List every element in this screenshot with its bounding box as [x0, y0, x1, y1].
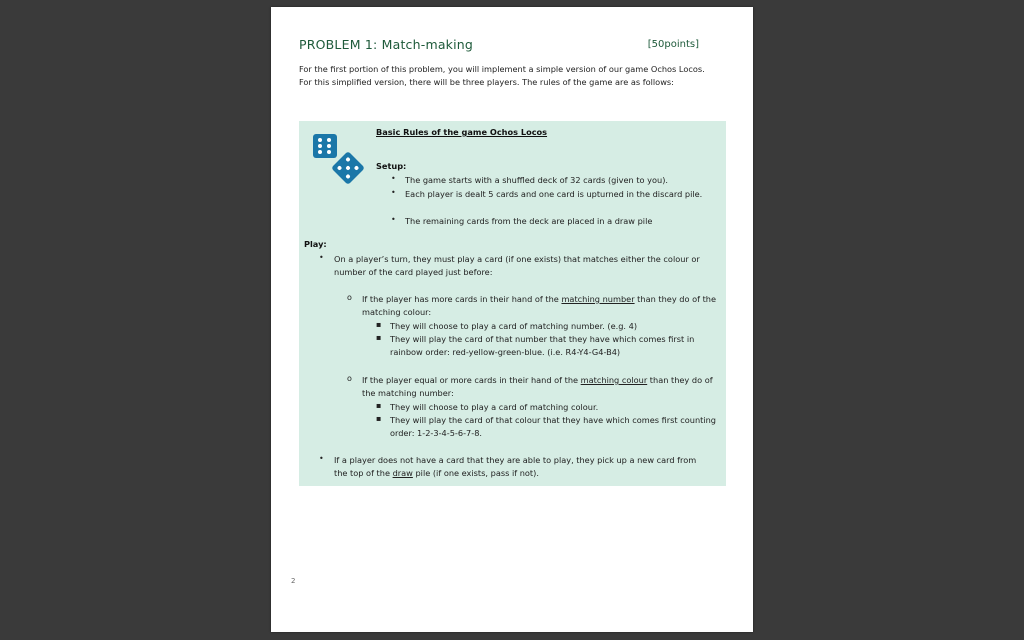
bullet-icon: •	[319, 253, 324, 262]
play-label: Play:	[304, 239, 327, 249]
rules-box	[299, 121, 726, 486]
matching-colour-link: matching colour	[580, 375, 648, 385]
play-item: On a player’s turn, they must play a card (if one exists) that matches either the colour or number of the card played just before:	[334, 254, 700, 278]
draw-link: draw	[392, 468, 413, 479]
play-item2-pre: If a player does not have a card that they are able to play, they pick up a new card from the top of the	[334, 455, 697, 479]
square-bullet-icon: ▪	[376, 401, 382, 410]
setup-label: Setup:	[376, 161, 407, 171]
play-subitem	[362, 293, 717, 320]
sub1-post: than they do of the matching colour:	[362, 294, 717, 318]
problem-title: PROBLEM 1: Match-making	[299, 37, 474, 52]
dice-icon	[313, 134, 337, 158]
play-subsubitem: They will play the card of that number that they have which comes first in rainbow order: red-yellow-green-blue. (i.e. R4-Y4-G4-B4)	[390, 334, 695, 358]
setup-item: Each player is dealt 5 cards and one card is upturned in the discard pile.	[405, 189, 703, 199]
sub2-post: than they do of the matching number:	[362, 375, 713, 399]
rules-heading: Basic Rules of the game Ochos Locos	[376, 127, 548, 137]
problem-points: [50points]	[647, 39, 699, 50]
square-bullet-icon: ▪	[376, 333, 382, 342]
setup-item: The remaining cards from the deck are placed in a draw pile	[405, 216, 653, 226]
square-bullet-icon: ▪	[376, 320, 382, 329]
sub2-pre: If the player equal or more cards in their hand of the	[362, 375, 581, 385]
bullet-icon: •	[319, 454, 324, 463]
bullet-icon: •	[391, 174, 396, 183]
play-subsubitem: They will choose to play a card of matching number. (e.g. 4)	[390, 321, 638, 331]
problem-header	[299, 37, 699, 57]
circle-bullet-icon: o	[347, 293, 352, 302]
bullet-icon: •	[391, 188, 396, 197]
play-item2-post: pile (if one exists, pass if not).	[412, 468, 539, 479]
play-subitem	[362, 374, 717, 401]
page-number: 2	[291, 577, 296, 585]
circle-bullet-icon: o	[347, 374, 352, 383]
intro-paragraph: For the first portion of this problem, you will implement a simple version of our game Ochos Locos. For this simplified version, there will be three players. The rules of the game are as follows:	[299, 64, 705, 87]
square-bullet-icon: ▪	[376, 414, 382, 423]
sub1-pre: If the player has more cards in their hand of the	[362, 294, 562, 304]
play-item	[334, 454, 704, 481]
matching-number-link: matching number	[561, 294, 635, 304]
setup-item: The game starts with a shuffled deck of 32 cards (given to you).	[405, 175, 668, 185]
play-subsubitem: They will choose to play a card of matching colour.	[390, 402, 599, 412]
document-page	[271, 7, 753, 632]
play-subsubitem: They will play the card of that colour that they have which comes first counting order: 1-2-3-4-5-6-7-8.	[390, 415, 717, 439]
bullet-icon: •	[391, 215, 396, 224]
